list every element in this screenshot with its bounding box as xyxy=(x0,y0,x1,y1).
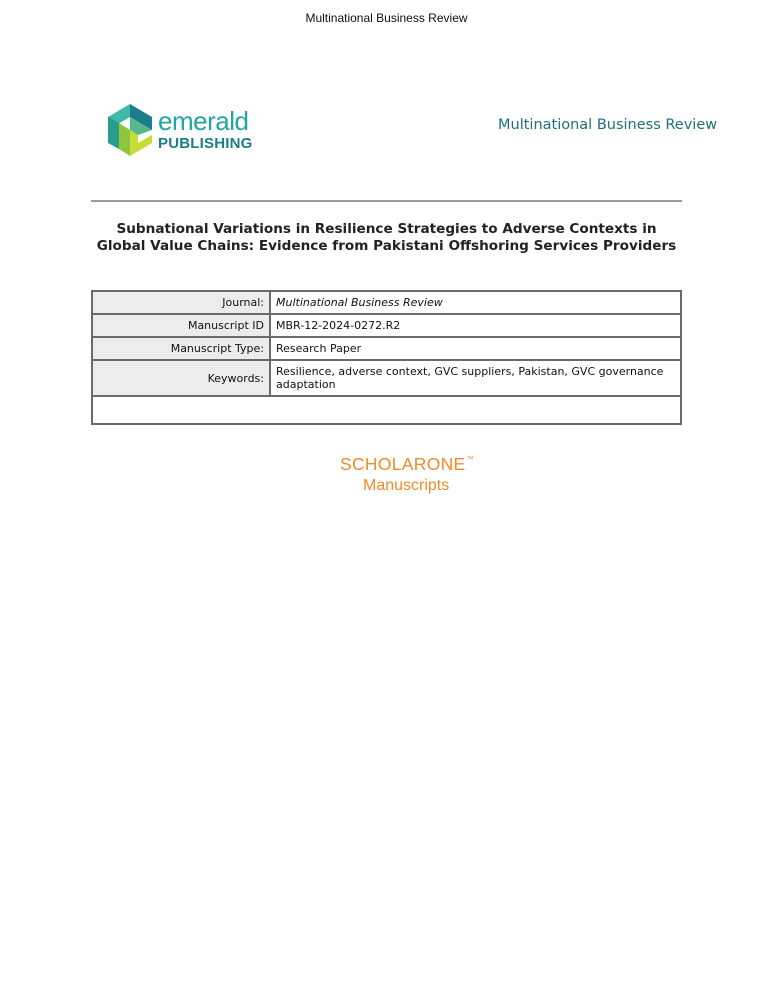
journal-value: Multinational Business Review xyxy=(270,291,681,314)
keywords-value: Resilience, adverse context, GVC suppliers, Pakistan, GVC governance adaptation xyxy=(270,360,681,396)
manuscript-id-label: Manuscript ID xyxy=(92,314,270,337)
scholarone-manuscripts: Manuscripts xyxy=(363,476,450,494)
scholarone-wordmark: SCHOLARONE xyxy=(340,454,466,474)
empty-cell xyxy=(92,396,681,424)
header-divider xyxy=(91,200,682,202)
journal-label: Journal: xyxy=(92,291,270,314)
running-header: Multinational Business Review xyxy=(305,11,468,25)
publisher-name-line2: PUBLISHING xyxy=(158,134,253,152)
table-row-empty xyxy=(92,396,681,424)
table-row xyxy=(92,360,681,396)
manuscript-id-value: MBR-12-2024-0272.R2 xyxy=(270,314,681,337)
table-row xyxy=(92,337,681,360)
journal-banner: Multinational Business Review xyxy=(498,117,718,133)
trademark-symbol: ™ xyxy=(466,456,474,463)
paper-title: Subnational Variations in Resilience Strategies to Adverse Contexts in Global Value Chains: Evidence from Pakistani Offshoring Services Providers xyxy=(96,221,677,254)
manuscript-type-label: Manuscript Type: xyxy=(92,337,270,360)
scholarone-logo xyxy=(340,456,474,494)
table-row xyxy=(92,291,681,314)
keywords-label: Keywords: xyxy=(92,360,270,396)
emerald-publishing-logo xyxy=(108,104,253,156)
manuscript-metadata-table xyxy=(91,290,682,425)
emerald-logo-icon xyxy=(108,104,152,156)
manuscript-type-value: Research Paper xyxy=(270,337,681,360)
publisher-name-line1: emerald xyxy=(158,105,249,136)
table-row xyxy=(92,314,681,337)
